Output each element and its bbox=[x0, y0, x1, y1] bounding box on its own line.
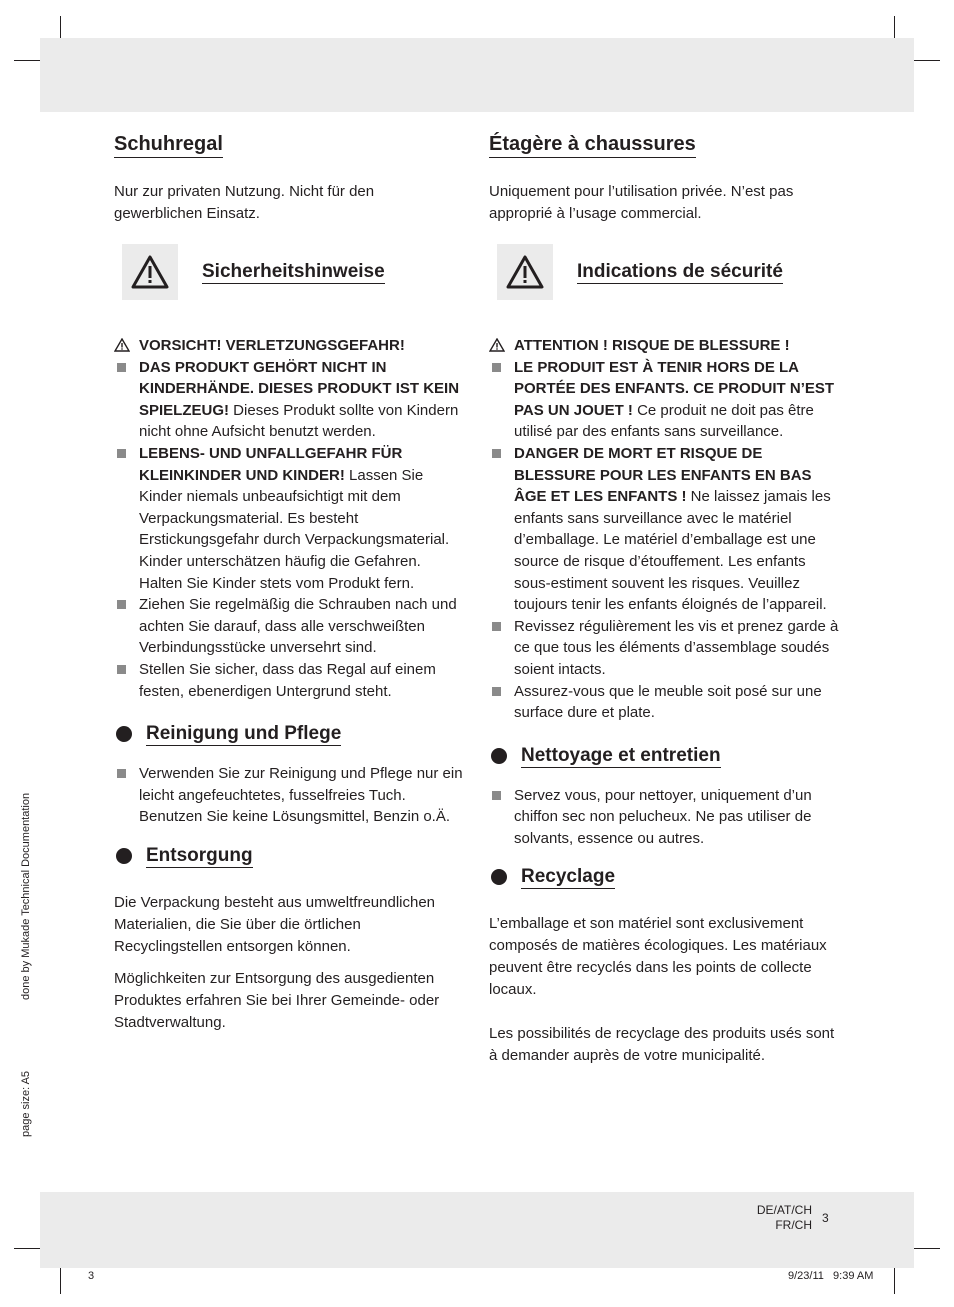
list-item: LE PRODUIT EST À TENIR HORS DE LA PORTÉE DES ENFANTS. CE PRODUIT N’EST PAS UN JOUET ! Ce produit ne doit pas être utilisé par des enfants sans surveillance. bbox=[489, 357, 839, 443]
list-item: Verwenden Sie zur Reinigung und Pflege nur ein leicht angefeuchtetes, fusselfreies Tuch. Benutzen Sie keine Lösungsmittel, Benzin o.Ä. bbox=[114, 763, 464, 828]
bullet-square-icon bbox=[492, 791, 501, 800]
warning-text-fr: ATTENTION ! RISQUE DE BLESSURE ! bbox=[514, 337, 790, 354]
list-item: Assurez-vous que le meuble soit posé sur une surface dure et plate. bbox=[489, 681, 839, 724]
page-number: 3 bbox=[822, 1211, 829, 1225]
country-codes-line2: FR/CH bbox=[775, 1218, 812, 1232]
cleaning-heading-fr: Nettoyage et entretien bbox=[521, 744, 721, 766]
bullet-square-icon bbox=[492, 687, 501, 696]
safety-heading-de: Sicherheitshinweise bbox=[202, 261, 385, 282]
slug-timestamp: 9/23/11 9:39 AM bbox=[788, 1270, 874, 1282]
bullet-square-icon bbox=[117, 449, 126, 458]
disposal-paragraph-fr: Les possibilités de recyclage des produits usés sont à demander auprès de votre municipalité. bbox=[489, 1025, 835, 1065]
list-item: Stellen Sie sicher, dass das Regal auf einem festen, ebenerdigen Untergrund steht. bbox=[114, 659, 464, 702]
bullet-square-icon bbox=[492, 449, 501, 458]
list-item: Ziehen Sie regelmäßig die Schrauben nach und achten Sie darauf, dass alle verschweißten Verbindungsstücke unversehrt sind. bbox=[114, 594, 464, 659]
list-item: Revissez régulièrement les vis et prenez garde à ce que tous les éléments d’assemblage soudés soient intacts. bbox=[489, 616, 839, 681]
country-codes-line1: DE/AT/CH bbox=[756, 1203, 812, 1217]
warning-triangle-icon bbox=[122, 244, 178, 300]
intro-de: Nur zur privaten Nutzung. Nicht für den gewerblichen Einsatz. bbox=[114, 183, 375, 222]
cleaning-heading-de: Reinigung und Pflege bbox=[146, 723, 342, 745]
list-item: LEBENS- UND UNFALLGEFAHR FÜR KLEINKINDER UND KINDER! Lassen Sie Kinder niemals unbeaufsichtigt mit dem Verpackungsmaterial. Es besteht Erstickungsgefahr durch Verpackungsmaterial. Kinder unterschätzen häufig die Gefahren. Halten Sie Kinder stets vom Produkt fern. bbox=[114, 443, 464, 594]
bullet-square-icon bbox=[492, 363, 501, 372]
slug-page-number: 3 bbox=[88, 1270, 95, 1282]
bullet-square-icon bbox=[117, 363, 126, 372]
header-band bbox=[40, 38, 914, 112]
list-item: Servez vous, pour nettoyer, uniquement d’un chiffon sec non pelucheux. Ne pas utiliser de solvants, essence ou autres. bbox=[489, 785, 839, 850]
disposal-paragraph-de: Die Verpackung besteht aus umweltfreundlichen Materialien, die Sie über die örtlichen Recyclingstellen entsorgen können. bbox=[114, 893, 436, 955]
bullet-square-icon bbox=[117, 600, 126, 609]
german-column bbox=[114, 132, 464, 1034]
crop-mark bbox=[894, 1264, 895, 1294]
crop-mark bbox=[910, 1248, 940, 1249]
section-dot-icon bbox=[491, 869, 507, 885]
section-dot-icon bbox=[116, 726, 132, 742]
page-size-vertical-text: page size: A5 bbox=[20, 1070, 32, 1137]
intro-fr: Uniquement pour l’utilisation privée. N’est pas approprié à l’usage commercial. bbox=[489, 183, 794, 222]
disposal-heading-fr: Recyclage bbox=[521, 866, 616, 888]
crop-mark bbox=[910, 60, 940, 61]
country-codes bbox=[740, 1203, 812, 1233]
list-item: DANGER DE MORT ET RISQUE DE BLESSURE POUR LES ENFANTS EN BAS ÂGE ET LES ENFANTS ! Ne laissez jamais les enfants sans surveillance avec le matériel d’emballage. Le matériel d’emballage est une source de risque d’étouffement. Les enfants sous-estiment souvent les risques. Veuillez toujours tenir les enfants éloignés de l’appareil. bbox=[489, 443, 839, 616]
bullet-square-icon bbox=[117, 665, 126, 674]
disposal-paragraph-de: Möglichkeiten zur Entsorgung des ausgedienten Produktes erfahren Sie bei Ihrer Gemeinde- oder Stadtverwaltung. bbox=[114, 969, 440, 1031]
section-dot-icon bbox=[491, 748, 507, 764]
disposal-paragraph-fr: L’emballage et son matériel sont exclusivement composés de matières écologiques. Les matériaux peuvent être recyclés dans les points de collecte locaux. bbox=[489, 915, 827, 999]
bullet-square-icon bbox=[117, 769, 126, 778]
section-dot-icon bbox=[116, 848, 132, 864]
warning-triangle-icon bbox=[497, 244, 553, 300]
french-column bbox=[489, 132, 839, 1067]
warning-small-icon bbox=[489, 338, 505, 352]
crop-mark bbox=[60, 1264, 61, 1294]
safety-list-de bbox=[114, 335, 464, 702]
page-title-fr: Étagère à chaussures bbox=[489, 132, 696, 158]
disposal-heading-de: Entsorgung bbox=[146, 844, 253, 866]
list-item bbox=[489, 335, 839, 357]
bullet-square-icon bbox=[492, 622, 501, 631]
credit-vertical-text: done by Mukade Technical Documentation bbox=[20, 792, 32, 1000]
warning-text-de: VORSICHT! VERLETZUNGSGEFAHR! bbox=[139, 337, 405, 354]
list-item: DAS PRODUKT GEHÖRT NICHT IN KINDERHÄNDE. DIESES PRODUKT IST KEIN SPIELZEUG! Dieses Produkt sollte von Kindern nicht ohne Aufsicht benutzt werden. bbox=[114, 357, 464, 443]
safety-list-fr bbox=[489, 335, 839, 724]
page-title-de: Schuhregal bbox=[114, 132, 223, 158]
safety-heading-fr: Indications de sécurité bbox=[577, 261, 783, 282]
list-item bbox=[114, 335, 464, 357]
warning-small-icon bbox=[114, 338, 130, 352]
